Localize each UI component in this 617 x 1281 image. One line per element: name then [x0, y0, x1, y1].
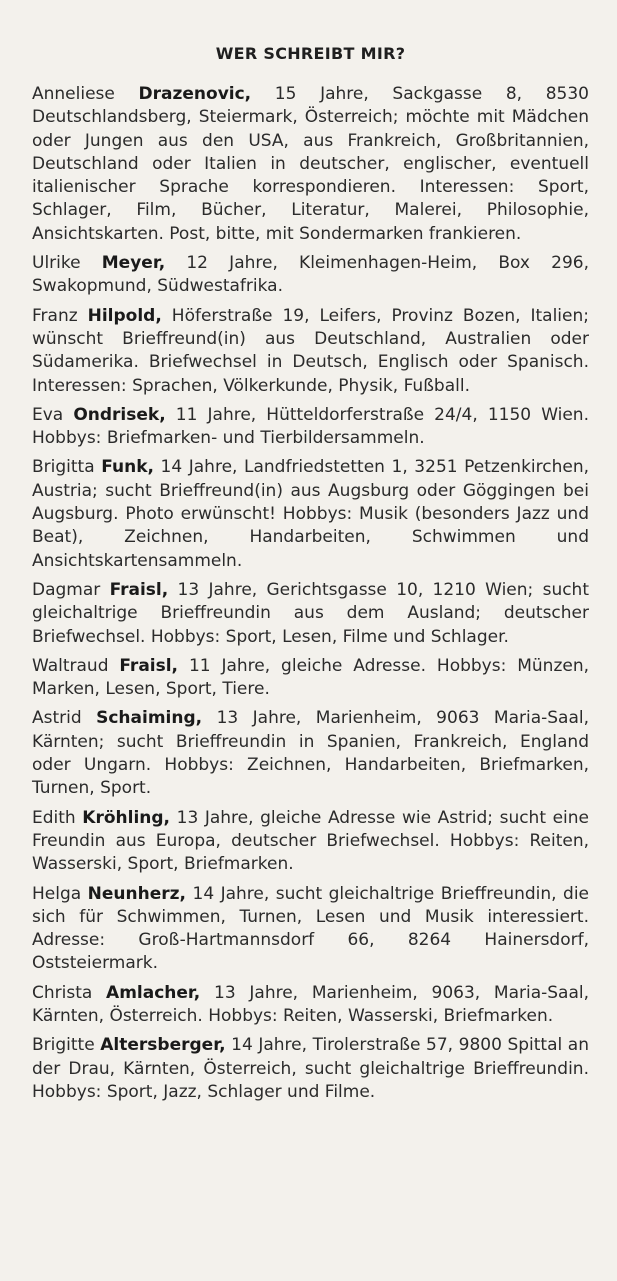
list-item [32, 83, 589, 246]
entry-text: 13 Jahre, Marienheim, 9063, Maria-Saal, Kärnten, Österreich. Hobbys: Reiten, Wasserski, Briefmarken. [32, 982, 590, 1026]
list-item [32, 252, 589, 299]
list-item [32, 707, 589, 800]
entry-first-name: Eva [32, 404, 64, 425]
entry-text: 13 Jahre, Marienheim, 9063 Maria-Saal, Kärnten; sucht Brieffreundin in Spanien, Frankreich, England oder Ungarn. Hobbys: Zeichnen, Handarbeiten, Briefmarken, Turnen, Sport. [32, 708, 589, 799]
entry-text: 14 Jahre, sucht gleichaltrige Brieffreundin, die sich für Schwimmen, Turnen, Lesen und Musik interessiert. Adresse: Groß-Hartmannsdorf 66, 8264 Hainersdorf, Oststeiermark. [32, 883, 590, 974]
entry-text: 14 Jahre, Tirolerstraße 57, 9800 Spittal an der Drau, Kärnten, Österreich, sucht gleichaltrige Brieffreundin. Hobbys: Sport, Jazz, Schlager und Filme. [32, 1035, 589, 1102]
entry-text: 11 Jahre, gleiche Adresse. Hobbys: Münzen, Marken, Lesen, Sport, Tiere. [32, 655, 589, 700]
entry-last-name: Fraisl, [119, 655, 179, 676]
entry-last-name: Hilpold, [87, 305, 162, 326]
entry-text: Höferstraße 19, Leifers, Provinz Bozen, Italien; wünscht Brieffreund(in) aus Deutschland, Australien oder Südamerika. Briefwechsel in Deutsch, Englisch oder Spanisch. Interessen: Sprachen, Völkerkunde, Physik, Fußball. [32, 305, 589, 396]
entry-first-name: Christa [32, 982, 93, 1003]
entry-last-name: Ondrisek, [73, 404, 166, 425]
entry-text: 13 Jahre, Gerichtsgasse 10, 1210 Wien; sucht gleichaltrige Brieffreundin aus dem Ausland; deutscher Briefwechsel. Hobbys: Sport, Lesen, Filme und Schlager. [32, 579, 589, 647]
entry-first-name: Edith [32, 807, 76, 828]
list-item [32, 579, 589, 649]
entry-first-name: Anneliese [32, 84, 115, 104]
list-item [32, 404, 589, 451]
entry-last-name: Schaiming, [96, 708, 203, 729]
list-item [32, 1034, 589, 1104]
list-item [32, 456, 589, 572]
list-item [32, 655, 589, 702]
list-item [32, 883, 589, 976]
entry-text: 11 Jahre, Hütteldorferstraße 24/4, 1150 Wien. Hobbys: Briefmarken- und Tierbildersammeln. [32, 404, 589, 449]
entry-first-name: Franz [32, 305, 78, 326]
entry-first-name: Brigitte [32, 1035, 95, 1056]
entry-last-name: Neunherz, [87, 883, 187, 904]
entry-text: 15 Jahre, Sackgasse 8, 8530 Deutschlandsberg, Steiermark, Österreich; möchte mit Mädchen oder Jungen aus den USA, aus Frankreich, Großbritannien, Deutschland oder Italien in deutscher, englischer, eventuell italienischer Sprache korrespondieren. Interessen: Sport, Schlager, Film, Bücher, Literatur, Malerei, Philosophie, Ansichtskarten. Post, bitte, mit Sondermarken frankieren. [32, 84, 589, 244]
entry-first-name: Helga [32, 883, 82, 904]
entry-text: 13 Jahre, gleiche Adresse wie Astrid; sucht eine Freundin aus Europa, deutscher Briefwechsel. Hobbys: Reiten, Wasserski, Sport, Briefmarken. [32, 807, 590, 875]
entry-last-name: Amlacher, [106, 982, 201, 1003]
list-item [32, 807, 589, 877]
list-item [32, 305, 589, 398]
entry-last-name: Altersberger, [100, 1035, 226, 1056]
entry-text: 14 Jahre, Landfriedstetten 1, 3251 Petzenkirchen, Austria; sucht Brieffreund(in) aus Augsburg oder Göggingen bei Augsburg. Photo erwünscht! Hobbys: Musik (besonders Jazz und Beat), Zeichnen, Handarbeiten, Schwimmen und Ansichtskartensammeln. [32, 457, 590, 571]
entry-text: 12 Jahre, Kleimenhagen-Heim, Box 296, Swakopmund, Südwestafrika. [32, 253, 589, 297]
entry-first-name: Waltraud [32, 655, 109, 676]
list-item [32, 982, 589, 1029]
entry-last-name: Fraisl, [109, 579, 169, 600]
entry-first-name: Astrid [32, 708, 82, 729]
entry-last-name: Kröhling, [82, 807, 171, 828]
entry-first-name: Ulrike [32, 253, 81, 274]
page-title: WER SCHREIBT MIR? [215, 44, 406, 63]
entry-last-name: Funk, [101, 457, 154, 478]
entry-last-name: Meyer, [101, 253, 166, 274]
entry-last-name: Drazenovic, [138, 84, 252, 104]
entry-first-name: Dagmar [32, 579, 101, 600]
entry-first-name: Brigitta [32, 457, 95, 478]
entries-list [32, 83, 589, 1104]
